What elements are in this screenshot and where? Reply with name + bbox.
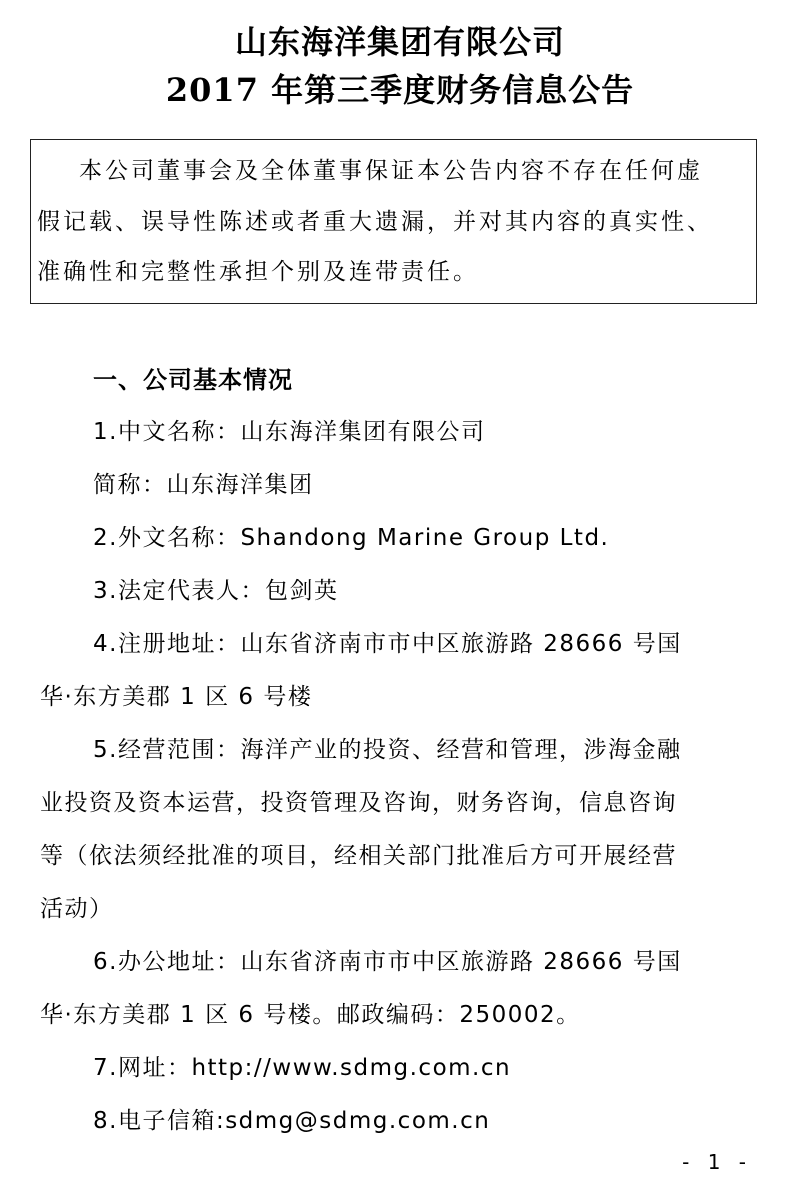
registered-address-cont: 华·东方美郡 1 区 6 号楼 — [40, 684, 313, 710]
business-scope-cont: 业投资及资本运营，投资管理及咨询，财务咨询，信息咨询 — [40, 790, 677, 816]
chinese-name: 1.中文名称：山东海洋集团有限公司 — [93, 419, 486, 445]
disclaimer-line: 假记载、误导性陈述或者重大遗漏，并对其内容的真实性、 — [37, 209, 713, 235]
registered-address: 4.注册地址：山东省济南市市中区旅游路 28666 号国 — [93, 631, 682, 657]
section-heading: 一、公司基本情况 — [93, 366, 293, 394]
business-scope-cont: 等（依法须经批准的项目，经相关部门批准后方可开展经营 — [40, 843, 677, 869]
business-scope-cont: 活动） — [40, 896, 114, 922]
business-scope: 5.经营范围：海洋产业的投资、经营和管理，涉海金融 — [93, 737, 682, 763]
disclaimer-box — [30, 139, 757, 304]
email: 8.电子信箱:sdmg@sdmg.com.cn — [93, 1108, 491, 1134]
document-subtitle: 2017 年第三季度财务信息公告 — [165, 71, 635, 109]
document-title: 山东海洋集团有限公司 — [234, 23, 565, 61]
website: 7.网址：http://www.sdmg.com.cn — [93, 1055, 512, 1081]
foreign-name: 2.外文名称：Shandong Marine Group Ltd. — [93, 525, 610, 551]
office-address-cont: 华·东方美郡 1 区 6 号楼。邮政编码：250002。 — [40, 1002, 581, 1028]
office-address: 6.办公地址：山东省济南市市中区旅游路 28666 号国 — [93, 949, 682, 975]
short-name: 简称：山东海洋集团 — [93, 472, 314, 498]
page-number: - 1 - — [682, 1150, 752, 1174]
legal-representative: 3.法定代表人：包剑英 — [93, 578, 339, 604]
disclaimer-line: 准确性和完整性承担个别及连带责任。 — [37, 259, 479, 285]
disclaimer-line: 本公司董事会及全体董事保证本公告内容不存在任何虚 — [79, 158, 703, 184]
